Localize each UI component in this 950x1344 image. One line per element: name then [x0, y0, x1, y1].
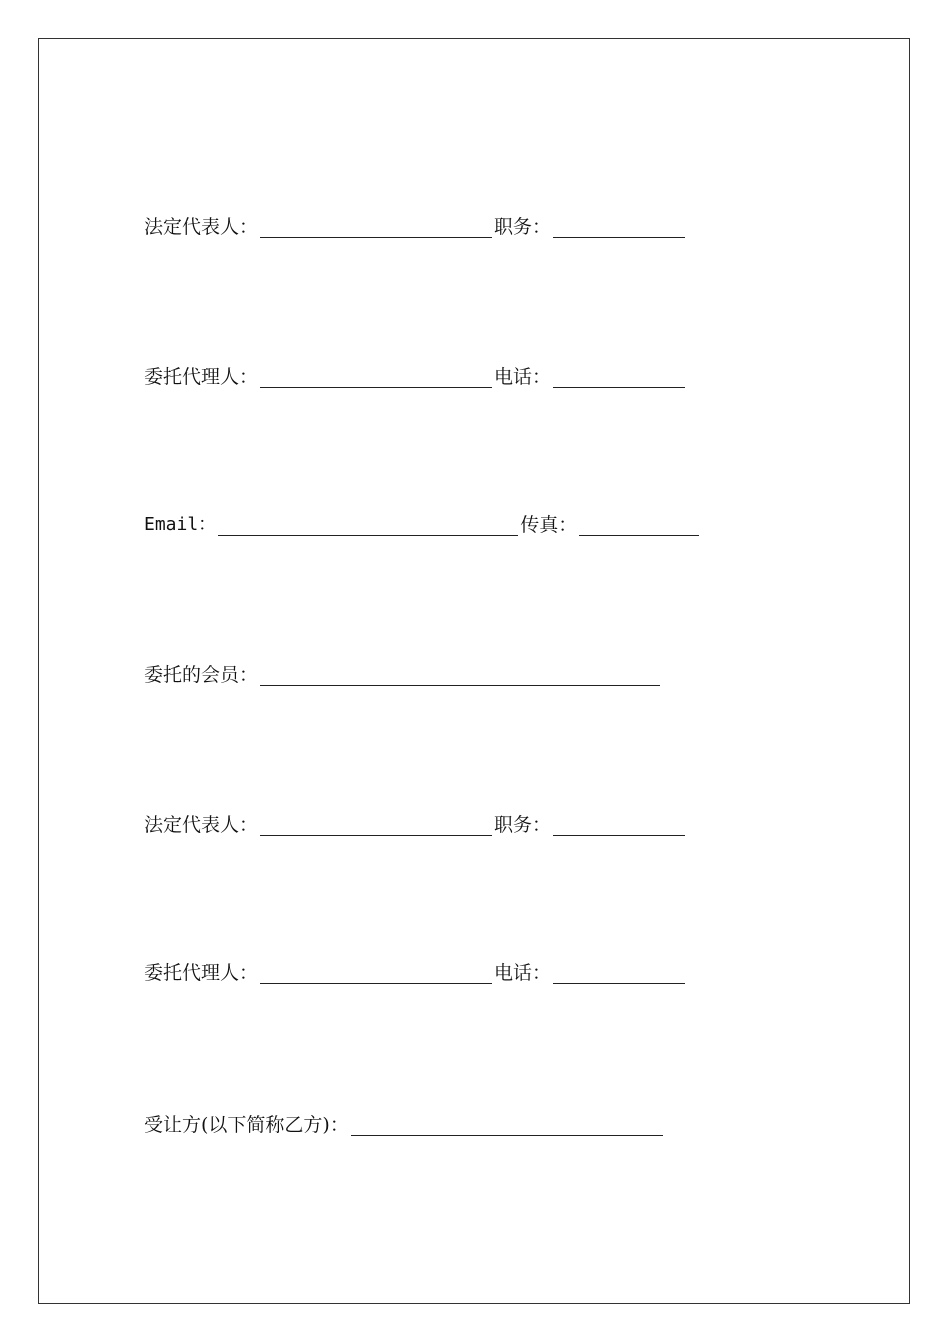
entrusted-agent-row-2: [144, 954, 687, 984]
entrusted-agent-blank-2[interactable]: [260, 963, 492, 984]
position-label-2: 职务：: [494, 814, 552, 836]
phone-blank[interactable]: [553, 367, 685, 388]
entrusted-member-label: 委托的会员：: [144, 664, 259, 686]
legal-representative-row: [144, 208, 687, 238]
fax-label: 传真：: [520, 514, 578, 536]
transferee-blank[interactable]: [351, 1115, 663, 1136]
phone-label-2: 电话：: [494, 962, 552, 984]
transferee-label: 受让方(以下简称乙方)：: [144, 1114, 349, 1136]
legal-representative-row-2: [144, 806, 687, 836]
legal-representative-label: 法定代表人：: [144, 216, 259, 238]
entrusted-agent-label-2: 委托代理人：: [144, 962, 259, 984]
email-fax-row: [144, 506, 701, 536]
fax-blank[interactable]: [579, 515, 699, 536]
transferee-row: [144, 1106, 665, 1136]
position-label: 职务：: [494, 216, 552, 238]
entrusted-agent-blank[interactable]: [260, 367, 492, 388]
entrusted-agent-row: [144, 358, 687, 388]
phone-blank-2[interactable]: [553, 963, 685, 984]
email-blank[interactable]: [218, 515, 518, 536]
entrusted-member-row: [144, 656, 662, 686]
phone-label: 电话：: [494, 366, 552, 388]
entrusted-member-blank[interactable]: [260, 665, 660, 686]
email-label: Email：: [144, 514, 217, 535]
legal-representative-blank[interactable]: [260, 217, 492, 238]
position-blank-2[interactable]: [553, 815, 685, 836]
position-blank[interactable]: [553, 217, 685, 238]
entrusted-agent-label: 委托代理人：: [144, 366, 259, 388]
legal-representative-label-2: 法定代表人：: [144, 814, 259, 836]
legal-representative-blank-2[interactable]: [260, 815, 492, 836]
